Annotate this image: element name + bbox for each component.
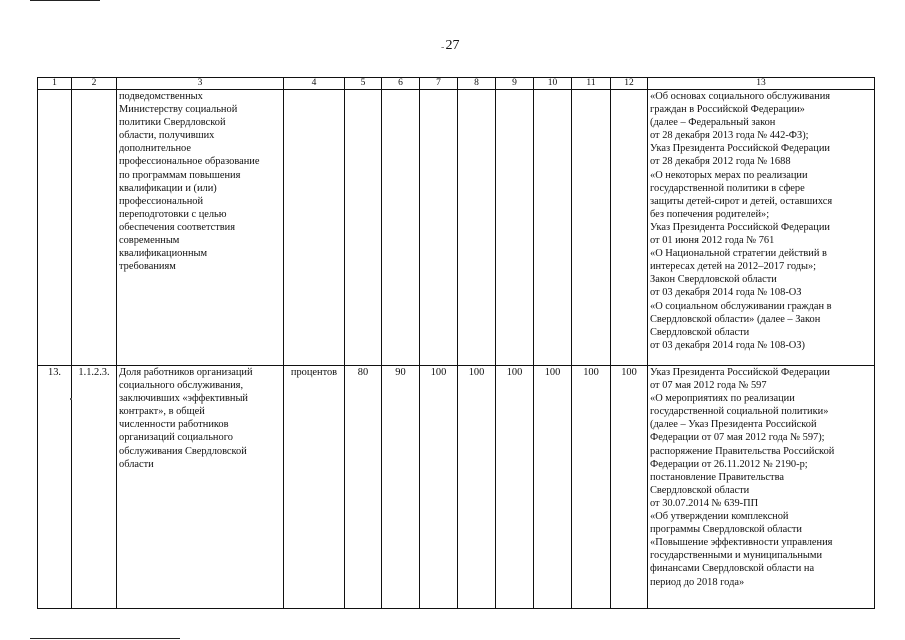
header-cell: 3 [117, 78, 284, 90]
text-line: от 03 декабря 2014 года № 108-ОЗ [650, 287, 802, 299]
page-number [0, 38, 905, 54]
value-cell [572, 90, 611, 366]
text-line: области [119, 458, 154, 470]
header-cell: 6 [382, 78, 420, 90]
text-line: от 03 декабря 2014 года № 108-ОЗ) [650, 339, 805, 351]
page-number-dash: - [441, 42, 445, 53]
value-cell: 100 [534, 366, 572, 609]
text-line: период до 2018 года» [650, 576, 745, 588]
header-cell: 5 [345, 78, 382, 90]
value-cell [345, 90, 382, 366]
text-line: Федерации от 26.11.2012 № 2190-р; [650, 458, 808, 470]
code-cell [72, 90, 117, 366]
text-line: Свердловской области» (далее – Закон [650, 313, 821, 325]
text-line: (далее – Федеральный закон [650, 117, 776, 129]
text-line: «Об основах социального обслуживания [650, 91, 831, 102]
value-cell: 100 [496, 366, 534, 609]
value-cell [496, 90, 534, 366]
header-cell: 10 [534, 78, 572, 90]
text-line: от 28 декабря 2013 года № 442-ФЗ); [650, 130, 809, 142]
text-line: социального обслуживания, [119, 380, 244, 392]
text-line: (далее – Указ Президента Российской [650, 419, 817, 431]
header-cell: 8 [458, 78, 496, 90]
text-line: без попечения родителей»; [650, 208, 770, 220]
header-cell: 13 [648, 78, 875, 90]
text-line: государственными и муниципальными [650, 550, 823, 562]
value-cell [611, 90, 648, 366]
text-line: от 01 июня 2012 года № 761 [650, 235, 775, 247]
text-line: «О Национальной стратегии действий в [650, 248, 827, 260]
header-cell: 12 [611, 78, 648, 90]
text-line: Министерству социальной [119, 104, 238, 116]
text-line: защиты детей-сирот и детей, оставшихся [650, 195, 833, 207]
text-line: «Об утверждении комплексной [650, 511, 789, 523]
text-line: квалификационным [119, 248, 208, 260]
header-cell: 4 [284, 78, 345, 90]
text-line: Закон Свердловской области [650, 274, 777, 286]
text-line: государственной социальной политики» [650, 406, 829, 418]
text-line: интересах детей на 2012–2017 годы»; [650, 261, 817, 273]
text-line: от 30.07.2014 № 639-ПП [650, 497, 759, 509]
text-line: Указ Президента Российской Федерации [650, 221, 830, 233]
text-line: современным [119, 235, 180, 247]
page-number-text: 27 [445, 38, 460, 53]
text-line: по программам повышения [119, 169, 241, 181]
text-line: переподготовки с целью [119, 208, 227, 220]
value-cell: 100 [611, 366, 648, 609]
text-line: области, получивших [119, 130, 215, 142]
row-number-cell: 13. [38, 366, 72, 609]
text-line: программы Свердловской области [650, 524, 802, 536]
text-line: «О мероприятиях по реализации [650, 393, 795, 405]
text-line: подведомственных [119, 91, 203, 102]
text-line: от 07 мая 2012 года № 597 [650, 380, 767, 392]
indicator-table [37, 77, 875, 609]
text-line: требованиям [119, 261, 176, 273]
text-line: дополнительное [119, 143, 191, 155]
table-row [38, 90, 875, 366]
text-line: Указ Президента Российской Федерации [650, 367, 830, 378]
value-cell: 80 [345, 366, 382, 609]
text-line: профессиональное образование [119, 156, 260, 168]
text-line: государственной политики в сфере [650, 182, 805, 194]
unit-cell: процентов [284, 366, 345, 609]
header-cell: 7 [420, 78, 458, 90]
text-line: организаций социального [119, 432, 233, 444]
text-line: Указ Президента Российской Федерации [650, 143, 830, 155]
code-cell: 1.1.2.3. [72, 366, 117, 609]
indicator-name-cell [117, 366, 284, 609]
legal-basis-cell [648, 90, 875, 366]
table-row [38, 366, 875, 609]
text-line: Федерации от 07 мая 2012 года № 597); [650, 432, 825, 444]
header-cell: 11 [572, 78, 611, 90]
table-header-row [38, 78, 875, 90]
scan-artifact-top [30, 0, 100, 1]
header-cell: 9 [496, 78, 534, 90]
text-line: квалификации и (или) [119, 182, 217, 194]
text-line: «Повышение эффективности управления [650, 537, 833, 549]
scan-artifact-bottom [30, 638, 180, 639]
value-cell [534, 90, 572, 366]
value-cell [420, 90, 458, 366]
text-line: финансами Свердловской области на [650, 563, 815, 575]
value-cell: 90 [382, 366, 420, 609]
header-cell: 2 [72, 78, 117, 90]
text-line: обеспечения соответствия [119, 221, 236, 233]
indicator-name-cell [117, 90, 284, 366]
text-line: обслуживания Свердловской [119, 445, 247, 457]
row-number-cell [38, 90, 72, 366]
text-line: профессиональной [119, 195, 204, 207]
unit-cell [284, 90, 345, 366]
value-cell: 100 [572, 366, 611, 609]
header-cell: 1 [38, 78, 72, 90]
text-line: заключивших «эффективный [119, 393, 248, 405]
text-line: распоряжение Правительства Российской [650, 445, 835, 457]
value-cell: 100 [458, 366, 496, 609]
scan-artifact-dot [70, 398, 72, 400]
text-line: Свердловской области [650, 326, 750, 338]
text-line: Доля работников организаций [119, 367, 253, 378]
text-line: граждан в Российской Федерации» [650, 104, 805, 116]
value-cell [382, 90, 420, 366]
value-cell [458, 90, 496, 366]
legal-basis-cell [648, 366, 875, 609]
text-line: контракт», в общей [119, 406, 205, 418]
text-line: от 28 декабря 2012 года № 1688 [650, 156, 791, 168]
value-cell: 100 [420, 366, 458, 609]
text-line: «О некоторых мерах по реализации [650, 169, 808, 181]
text-line: «О социальном обслуживании граждан в [650, 300, 832, 312]
text-line: политики Свердловской [119, 117, 226, 129]
text-line: численности работников [119, 419, 229, 431]
text-line: постановление Правительства [650, 471, 784, 483]
text-line: Свердловской области [650, 484, 750, 496]
